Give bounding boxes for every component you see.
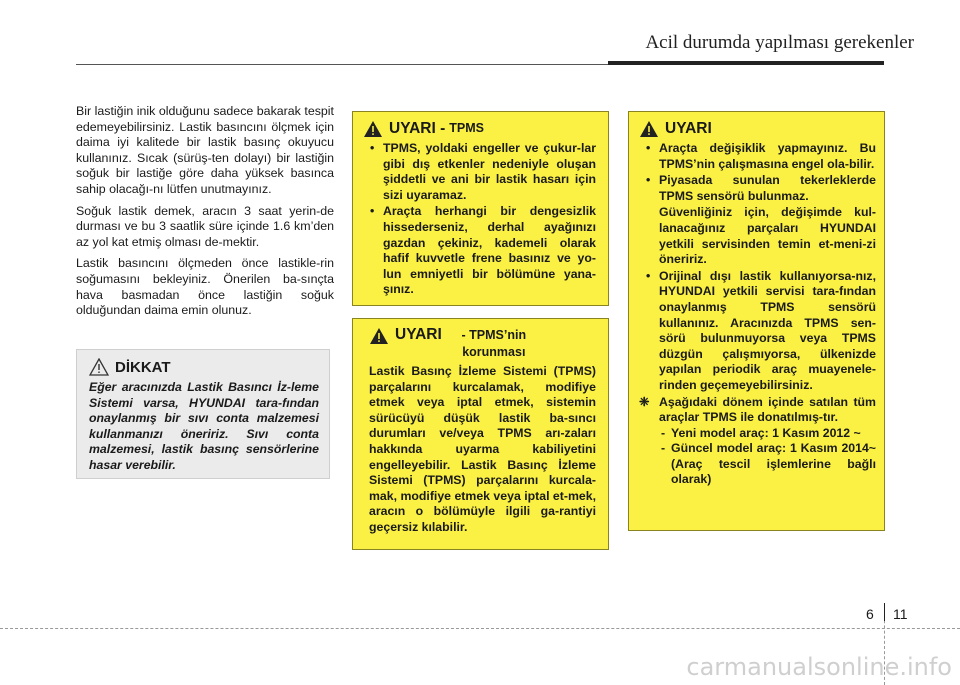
caution-title bbox=[89, 358, 319, 376]
left-column-text bbox=[76, 104, 334, 325]
warning-box-tpms-protection bbox=[352, 318, 609, 550]
list-item: • Araçta değişiklik yapmayınız. Bu TPMS’nin çalışmasına engel ola-bilir. bbox=[639, 141, 876, 172]
watermark: carmanualsonline.info bbox=[686, 653, 952, 681]
list-item: • TPMS, yoldaki engeller ve çukur-lar gibi dış etkenler nedeniyle oluşan şiddetli ve ani bir lastik hasarı için sizi uyaramaz. bbox=[363, 141, 596, 203]
caution-title-text: DİKKAT bbox=[115, 358, 171, 376]
warning-title-text: UYARI bbox=[665, 120, 712, 138]
warning-box-tpms bbox=[352, 111, 609, 306]
caution-body: Eğer aracınızda Lastik Basıncı İz-leme Sistemi varsa, HYUNDAI tara-fından onaylanmış bir sıvı conta malzemesi kullanmanızı öneririz. Sıvı conta malzemesi, lastik basınç sensörlerine hasar verebilir. bbox=[89, 380, 319, 472]
warning-title-text: UYARI bbox=[395, 326, 442, 343]
list-item: • Piyasada sunulan tekerleklerde TPMS sensörü bulunmaz. bbox=[639, 173, 876, 204]
warning-list-2 bbox=[639, 269, 876, 394]
warning-subtitle: - TPMS’nin korunması bbox=[461, 328, 527, 359]
warning-list bbox=[363, 141, 596, 298]
warning-title bbox=[639, 120, 876, 138]
caution-box bbox=[76, 349, 330, 479]
page-number-separator bbox=[884, 603, 885, 621]
footer-rule bbox=[0, 628, 960, 629]
date-item: - Güncel model araç: 1 Kasım 2014~ (Araç tescil işlemlerine bağlı olarak) bbox=[639, 441, 876, 488]
header-rule-thick bbox=[608, 61, 884, 65]
chapter-number: 6 bbox=[866, 606, 874, 622]
caution-triangle-icon bbox=[89, 358, 109, 376]
page-number: 11 bbox=[893, 606, 908, 622]
list-item: • Orijinal dışı lastik kullanıyorsa-nız, HYUNDAI yetkili servisi tara-fından onaylanmış TPMS sensörü kullanınız. Aracınızda TPMS sen-sörü bulunmuyorsa veya TPMS düzgün çalışmıyorsa, ülkenizde yapılan periodik araç muayenele-rinden geçemeyebilirsiniz. bbox=[639, 269, 876, 394]
warning-title bbox=[369, 327, 596, 361]
date-item: - Yeni model araç: 1 Kasım 2012 ~ bbox=[639, 426, 876, 442]
warning-triangle-icon bbox=[369, 327, 389, 345]
note-mark: ❈ bbox=[639, 394, 650, 409]
warning-title-text: UYARI - bbox=[389, 120, 446, 138]
warning-triangle-icon bbox=[639, 120, 659, 138]
paragraph-1: Bir lastiğin inik olduğunu sadece bakarak tespit edemeyebilirsiniz. Lastik basıncını ölçmek için daima iyi kalitede bir lastik basınç okuyucu kullanınız. Sıcak (sürüş-ten dolayı) bir lastiğin soğuk bir lastiğe göre daha yüksek basınca sahip olacağı-nı lütfen unutmayınız. bbox=[76, 104, 334, 196]
warning-subtitle: TPMS bbox=[449, 121, 485, 136]
warning-list bbox=[639, 141, 876, 204]
note-text: Aşağıdaki dönem içinde satılan tüm araçlar TPMS ile donatılmış-tır. bbox=[659, 394, 876, 425]
paragraph-3: Lastik basıncını ölçmeden önce lastikle-rin soğumasını bekleyiniz. Önerilen ba-sınçta hava basmadan önce lastiğin soğuk olduğundan daima emin olunuz. bbox=[76, 256, 334, 318]
note bbox=[639, 395, 876, 426]
warning-title bbox=[363, 120, 596, 138]
warning-triangle-icon bbox=[363, 120, 383, 138]
list-item-continuation: Güvenliğiniz için, değişimde kul-lanacağınız parçaları HYUNDAI yetkili servisinden temin et-meni-zi öneririz. bbox=[659, 205, 876, 267]
list-item: • Araçta herhangi bir dengesizlik hissederseniz, derhal ayağınızı gazdan çekiniz, kademeli olarak hafif kuvvetle frene basınız ve yo-lun emniyetli bir bölümüne yana-şınız. bbox=[363, 204, 596, 298]
header-title: Acil durumda yapılması gerekenler bbox=[645, 32, 914, 53]
warning-body: Lastik Basınç İzleme Sistemi (TPMS) parçalarını kurcalamak, modifiye etmek veya iptal etmek, sistemin sürücüyü düşük lastik ba-sıncı durumları ve/veya TPMS arı-zaları hakkında uyarma kabiliyetini engelleyebilir. Lastik Basınç İzleme Sistemi (TPMS) parçalarını kurcala-mak, modifiye etmek veya iptal et-mek, aracın o bölümüyle ilgili ga-rantiyi geçersiz kılabilir. bbox=[369, 364, 596, 534]
paragraph-2: Soğuk lastik demek, aracın 3 saat yerin-de durması ve bu 3 saatlik süre içinde 1.6 km’den az yol kat etmiş olması de-mektir. bbox=[76, 203, 334, 249]
warning-box-modifications bbox=[628, 111, 885, 531]
